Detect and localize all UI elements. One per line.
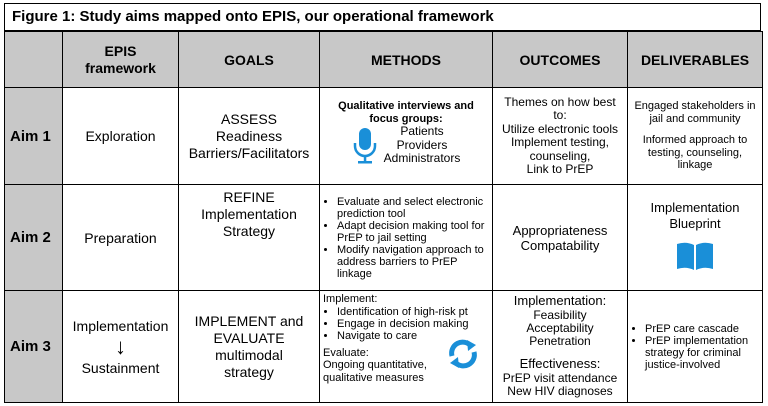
aim2-label: Aim 2 (5, 185, 63, 291)
aim3-outcome-eff-heading: Effectiveness: (519, 356, 601, 371)
aim3-phase-end: Sustainment (81, 359, 160, 376)
aim3-goal-line: EVALUATE (213, 329, 285, 346)
header-epis (63, 32, 179, 88)
aim1-outcomes (493, 88, 628, 185)
aim2-deliverable-line: Implementation (650, 199, 740, 215)
header-row (5, 32, 763, 88)
aim3-deliverables (628, 291, 763, 403)
figure-title: Figure 1: Study aims mapped onto EPIS, our operational framework (4, 3, 761, 31)
aim3-outcome-line: Feasibility (533, 308, 587, 322)
aim3-method-bullet: • Navigate to care (337, 330, 490, 342)
aim1-deliverable: Informed approach to testing, counseling, linkage (642, 134, 748, 172)
aim3-outcomes (493, 291, 628, 403)
aim3-deliverable-bullet: • PrEP care cascade (645, 323, 759, 335)
aim2-method-bullet: • Adapt decision making tool for PrEP to jail setting (337, 220, 490, 244)
header-blank (5, 32, 63, 88)
aim2-method-bullet: • Modify navigation approach to address barriers to PrEP linkage (337, 244, 490, 280)
header-epis-line2: framework (85, 59, 156, 76)
epis-table (4, 31, 763, 403)
header-outcomes: OUTCOMES (493, 32, 628, 88)
aim3-outcome-line: New HIV diagnoses (507, 384, 613, 398)
book-icon (675, 240, 715, 272)
aim1-deliverable: Engaged stakeholders in jail and community (634, 100, 756, 125)
aim1-label: Aim 1 (5, 88, 63, 185)
down-arrow-icon: ↓ (115, 333, 126, 359)
aim3-goal-line: multimodal (215, 346, 283, 363)
aim1-method-item: Providers (396, 137, 448, 152)
aim2-goal-line: REFINE (223, 189, 275, 205)
aim2-outcome-line: Compatability (520, 237, 600, 253)
header-deliverables: DELIVERABLES (628, 32, 763, 88)
aim3-eval-line: qualitative measures (323, 371, 424, 384)
aim2-outcome-line: Appropriateness (512, 222, 608, 238)
aim3-outcome-line: Acceptability (526, 321, 594, 335)
aim1-outcome-line: Themes on how best (504, 94, 616, 109)
aim1-outcome-line: Utilize electronic tools (501, 121, 619, 136)
aim2-row (5, 185, 763, 291)
aim1-methods (320, 88, 493, 185)
aim1-goal-line: Readiness (215, 127, 283, 144)
aim2-deliverables (628, 185, 763, 291)
aim3-outcome-line: PrEP visit attendance (502, 371, 618, 385)
aim3-goal (179, 291, 320, 403)
aim3-methods-implement: Implement: (323, 293, 378, 305)
aim2-outcomes (493, 185, 628, 291)
aim2-goal (179, 185, 320, 291)
aim1-outcome-line: Link to PrEP (526, 162, 594, 176)
aim3-eval-line: Ongoing quantitative, (323, 359, 427, 371)
aim3-methods-evaluate: Evaluate: (323, 346, 369, 359)
aim2-methods (320, 185, 493, 291)
header-epis-line1: EPIS (104, 42, 137, 59)
aim1-methods-heading-line: focus groups: (369, 112, 443, 125)
aim1-outcome-line: to: (553, 108, 567, 122)
aim1-method-item: Administrators (383, 151, 461, 166)
aim1-row (5, 88, 763, 185)
header-methods: METHODS (320, 32, 493, 88)
aim3-phase-start: Implementation (72, 317, 169, 334)
aim3-label: Aim 3 (5, 291, 63, 403)
aim1-goal-line: ASSESS (220, 110, 278, 127)
aim1-goal (179, 88, 320, 185)
aim1-phase: Exploration (63, 88, 179, 185)
aim1-deliverables (628, 88, 763, 185)
aim3-goal-line: strategy (224, 363, 274, 380)
header-goals: GOALS (179, 32, 320, 88)
aim3-method-bullet: • Identification of high-risk pt (337, 306, 490, 318)
aim3-methods (320, 291, 493, 403)
aim2-goal-line: Strategy (222, 223, 276, 239)
aim1-goal-line: Barriers/Facilitators (188, 144, 310, 161)
aim2-method-bullet: • Evaluate and select electronic prediction tool (337, 196, 490, 220)
aim2-goal-line: Implementation (201, 206, 297, 222)
aim3-outcome-line: Penetration (529, 334, 591, 348)
aim3-row (5, 291, 763, 403)
aim2-deliverable-line: Blueprint (669, 215, 721, 231)
aim3-outcome-impl-heading: Implementation: (513, 293, 607, 308)
aim1-outcome-line: Implement testing, (510, 135, 610, 149)
aim3-deliverable-bullet: • PrEP implementation strategy for criminal justice-involved (645, 335, 759, 371)
aim3-method-bullet: • Engage in decision making (337, 318, 490, 330)
microphone-icon (352, 127, 378, 165)
aim2-phase: Preparation (63, 185, 179, 291)
aim1-methods-heading-line: Qualitative interviews and (338, 100, 474, 113)
aim1-method-item: Patients (400, 124, 444, 139)
cycle-arrows-icon (446, 337, 480, 371)
aim3-phase (63, 291, 179, 403)
aim1-outcome-line: counseling, (529, 148, 591, 163)
aim1-methods-heading (320, 100, 492, 125)
aim3-goal-line: IMPLEMENT and (194, 312, 304, 329)
